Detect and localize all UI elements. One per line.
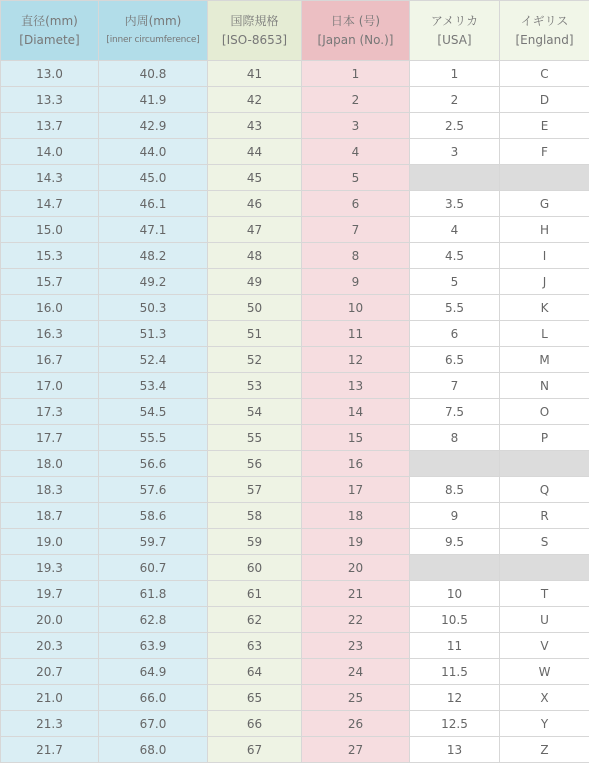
england-cell: C (500, 61, 589, 87)
table-row (1, 321, 589, 347)
iso-cell: 50 (208, 295, 302, 321)
japan-cell: 1 (302, 61, 410, 87)
table-row (1, 87, 589, 113)
diameter-cell: 17.7 (1, 425, 99, 451)
japan-cell: 27 (302, 737, 410, 763)
japan-cell: 25 (302, 685, 410, 711)
table-body (1, 61, 589, 763)
japan-cell: 18 (302, 503, 410, 529)
header-england (500, 1, 589, 61)
iso-cell: 42 (208, 87, 302, 113)
header-diameter (1, 1, 99, 61)
diameter-cell: 19.3 (1, 555, 99, 581)
table-row (1, 737, 589, 763)
iso-cell: 65 (208, 685, 302, 711)
diameter-cell: 19.0 (1, 529, 99, 555)
circumference-cell: 67.0 (99, 711, 208, 737)
header-circumference-jp: 内周(mm) (124, 13, 182, 28)
england-cell: D (500, 87, 589, 113)
circumference-cell: 45.0 (99, 165, 208, 191)
circumference-cell: 48.2 (99, 243, 208, 269)
usa-cell: 4.5 (410, 243, 500, 269)
table-row (1, 269, 589, 295)
header-iso-jp: 国際規格 (230, 13, 279, 28)
usa-cell: 2.5 (410, 113, 500, 139)
usa-cell: 6.5 (410, 347, 500, 373)
japan-cell: 8 (302, 243, 410, 269)
diameter-cell: 16.7 (1, 347, 99, 373)
table-row (1, 425, 589, 451)
england-cell: G (500, 191, 589, 217)
usa-cell: 5.5 (410, 295, 500, 321)
england-cell: H (500, 217, 589, 243)
iso-cell: 66 (208, 711, 302, 737)
circumference-cell: 40.8 (99, 61, 208, 87)
iso-cell: 57 (208, 477, 302, 503)
circumference-cell: 53.4 (99, 373, 208, 399)
header-iso-en: [ISO-8653] (221, 32, 288, 47)
diameter-cell: 18.7 (1, 503, 99, 529)
japan-cell: 3 (302, 113, 410, 139)
circumference-cell: 54.5 (99, 399, 208, 425)
table-row (1, 191, 589, 217)
table-row (1, 685, 589, 711)
circumference-cell: 61.8 (99, 581, 208, 607)
circumference-cell: 58.6 (99, 503, 208, 529)
circumference-cell: 52.4 (99, 347, 208, 373)
iso-cell: 61 (208, 581, 302, 607)
table-row (1, 295, 589, 321)
iso-cell: 43 (208, 113, 302, 139)
table-row (1, 607, 589, 633)
header-usa-jp: アメリカ (430, 13, 479, 28)
circumference-cell: 62.8 (99, 607, 208, 633)
circumference-cell: 41.9 (99, 87, 208, 113)
usa-cell: 5 (410, 269, 500, 295)
diameter-cell: 16.3 (1, 321, 99, 347)
iso-cell: 58 (208, 503, 302, 529)
iso-cell: 67 (208, 737, 302, 763)
iso-cell: 53 (208, 373, 302, 399)
japan-cell: 17 (302, 477, 410, 503)
iso-cell: 47 (208, 217, 302, 243)
diameter-cell: 18.3 (1, 477, 99, 503)
iso-cell: 63 (208, 633, 302, 659)
england-cell: J (500, 269, 589, 295)
japan-cell: 15 (302, 425, 410, 451)
england-cell (500, 555, 589, 581)
table-row (1, 373, 589, 399)
england-cell: I (500, 243, 589, 269)
diameter-cell: 18.0 (1, 451, 99, 477)
iso-cell: 55 (208, 425, 302, 451)
circumference-cell: 44.0 (99, 139, 208, 165)
usa-cell: 3 (410, 139, 500, 165)
iso-cell: 59 (208, 529, 302, 555)
usa-cell (410, 165, 500, 191)
diameter-cell: 17.0 (1, 373, 99, 399)
usa-cell: 11 (410, 633, 500, 659)
diameter-cell: 21.3 (1, 711, 99, 737)
usa-cell: 2 (410, 87, 500, 113)
japan-cell: 2 (302, 87, 410, 113)
japan-cell: 10 (302, 295, 410, 321)
diameter-cell: 21.7 (1, 737, 99, 763)
circumference-cell: 68.0 (99, 737, 208, 763)
usa-cell: 9 (410, 503, 500, 529)
usa-cell (410, 555, 500, 581)
japan-cell: 14 (302, 399, 410, 425)
diameter-cell: 20.7 (1, 659, 99, 685)
usa-cell: 7.5 (410, 399, 500, 425)
circumference-cell: 66.0 (99, 685, 208, 711)
iso-cell: 49 (208, 269, 302, 295)
japan-cell: 13 (302, 373, 410, 399)
circumference-cell: 47.1 (99, 217, 208, 243)
diameter-cell: 13.3 (1, 87, 99, 113)
england-cell: S (500, 529, 589, 555)
circumference-cell: 57.6 (99, 477, 208, 503)
table-row (1, 581, 589, 607)
iso-cell: 51 (208, 321, 302, 347)
japan-cell: 7 (302, 217, 410, 243)
iso-cell: 62 (208, 607, 302, 633)
japan-cell: 21 (302, 581, 410, 607)
iso-cell: 48 (208, 243, 302, 269)
england-cell: E (500, 113, 589, 139)
england-cell (500, 165, 589, 191)
england-cell: K (500, 295, 589, 321)
diameter-cell: 15.7 (1, 269, 99, 295)
header-iso (208, 1, 302, 61)
iso-cell: 45 (208, 165, 302, 191)
england-cell: L (500, 321, 589, 347)
iso-cell: 54 (208, 399, 302, 425)
england-cell: X (500, 685, 589, 711)
header-circumference-en: [inner circumference] (106, 34, 200, 45)
iso-cell: 46 (208, 191, 302, 217)
circumference-cell: 64.9 (99, 659, 208, 685)
table-row (1, 165, 589, 191)
usa-cell: 12 (410, 685, 500, 711)
circumference-cell: 59.7 (99, 529, 208, 555)
usa-cell: 10 (410, 581, 500, 607)
table-row (1, 347, 589, 373)
england-cell: Y (500, 711, 589, 737)
circumference-cell: 49.2 (99, 269, 208, 295)
england-cell: T (500, 581, 589, 607)
england-cell: V (500, 633, 589, 659)
diameter-cell: 16.0 (1, 295, 99, 321)
usa-cell: 8.5 (410, 477, 500, 503)
circumference-cell: 51.3 (99, 321, 208, 347)
england-cell: O (500, 399, 589, 425)
circumference-cell: 56.6 (99, 451, 208, 477)
diameter-cell: 17.3 (1, 399, 99, 425)
usa-cell: 12.5 (410, 711, 500, 737)
table-row (1, 399, 589, 425)
england-cell: Z (500, 737, 589, 763)
table-row (1, 451, 589, 477)
japan-cell: 12 (302, 347, 410, 373)
table-row (1, 503, 589, 529)
diameter-cell: 14.3 (1, 165, 99, 191)
table-row (1, 711, 589, 737)
iso-cell: 52 (208, 347, 302, 373)
diameter-cell: 15.3 (1, 243, 99, 269)
header-circumference (99, 1, 208, 61)
iso-cell: 60 (208, 555, 302, 581)
circumference-cell: 60.7 (99, 555, 208, 581)
japan-cell: 23 (302, 633, 410, 659)
header-usa-en: [USA] (437, 32, 472, 47)
usa-cell: 13 (410, 737, 500, 763)
usa-cell (410, 451, 500, 477)
diameter-cell: 14.0 (1, 139, 99, 165)
diameter-cell: 15.0 (1, 217, 99, 243)
japan-cell: 16 (302, 451, 410, 477)
usa-cell: 7 (410, 373, 500, 399)
table-row (1, 113, 589, 139)
header-usa (410, 1, 500, 61)
table-row (1, 61, 589, 87)
england-cell: F (500, 139, 589, 165)
england-cell: U (500, 607, 589, 633)
usa-cell: 8 (410, 425, 500, 451)
england-cell: M (500, 347, 589, 373)
table-row (1, 555, 589, 581)
diameter-cell: 14.7 (1, 191, 99, 217)
header-row (1, 1, 589, 61)
japan-cell: 26 (302, 711, 410, 737)
japan-cell: 5 (302, 165, 410, 191)
iso-cell: 44 (208, 139, 302, 165)
header-japan-en: [Japan (No.)] (317, 32, 394, 47)
usa-cell: 4 (410, 217, 500, 243)
japan-cell: 20 (302, 555, 410, 581)
usa-cell: 6 (410, 321, 500, 347)
diameter-cell: 20.0 (1, 607, 99, 633)
england-cell: R (500, 503, 589, 529)
usa-cell: 3.5 (410, 191, 500, 217)
england-cell: Q (500, 477, 589, 503)
usa-cell: 10.5 (410, 607, 500, 633)
header-diameter-en: [Diamete] (19, 32, 80, 47)
table-row (1, 477, 589, 503)
england-cell: W (500, 659, 589, 685)
table-row (1, 633, 589, 659)
table-row (1, 529, 589, 555)
usa-cell: 11.5 (410, 659, 500, 685)
table-row (1, 217, 589, 243)
england-cell (500, 451, 589, 477)
circumference-cell: 46.1 (99, 191, 208, 217)
circumference-cell: 55.5 (99, 425, 208, 451)
circumference-cell: 42.9 (99, 113, 208, 139)
circumference-cell: 63.9 (99, 633, 208, 659)
japan-cell: 24 (302, 659, 410, 685)
japan-cell: 6 (302, 191, 410, 217)
header-diameter-jp: 直径(mm) (21, 13, 78, 28)
japan-cell: 22 (302, 607, 410, 633)
japan-cell: 4 (302, 139, 410, 165)
header-england-en: [England] (515, 32, 574, 47)
iso-cell: 64 (208, 659, 302, 685)
usa-cell: 1 (410, 61, 500, 87)
table-row (1, 139, 589, 165)
usa-cell: 9.5 (410, 529, 500, 555)
header-england-jp: イギリス (520, 13, 569, 28)
england-cell: P (500, 425, 589, 451)
circumference-cell: 50.3 (99, 295, 208, 321)
england-cell: N (500, 373, 589, 399)
diameter-cell: 13.7 (1, 113, 99, 139)
table-row (1, 243, 589, 269)
iso-cell: 41 (208, 61, 302, 87)
japan-cell: 9 (302, 269, 410, 295)
header-japan (302, 1, 410, 61)
header-japan-jp: 日本 (号) (330, 13, 381, 28)
table-row (1, 659, 589, 685)
japan-cell: 19 (302, 529, 410, 555)
diameter-cell: 19.7 (1, 581, 99, 607)
diameter-cell: 13.0 (1, 61, 99, 87)
diameter-cell: 20.3 (1, 633, 99, 659)
japan-cell: 11 (302, 321, 410, 347)
diameter-cell: 21.0 (1, 685, 99, 711)
iso-cell: 56 (208, 451, 302, 477)
